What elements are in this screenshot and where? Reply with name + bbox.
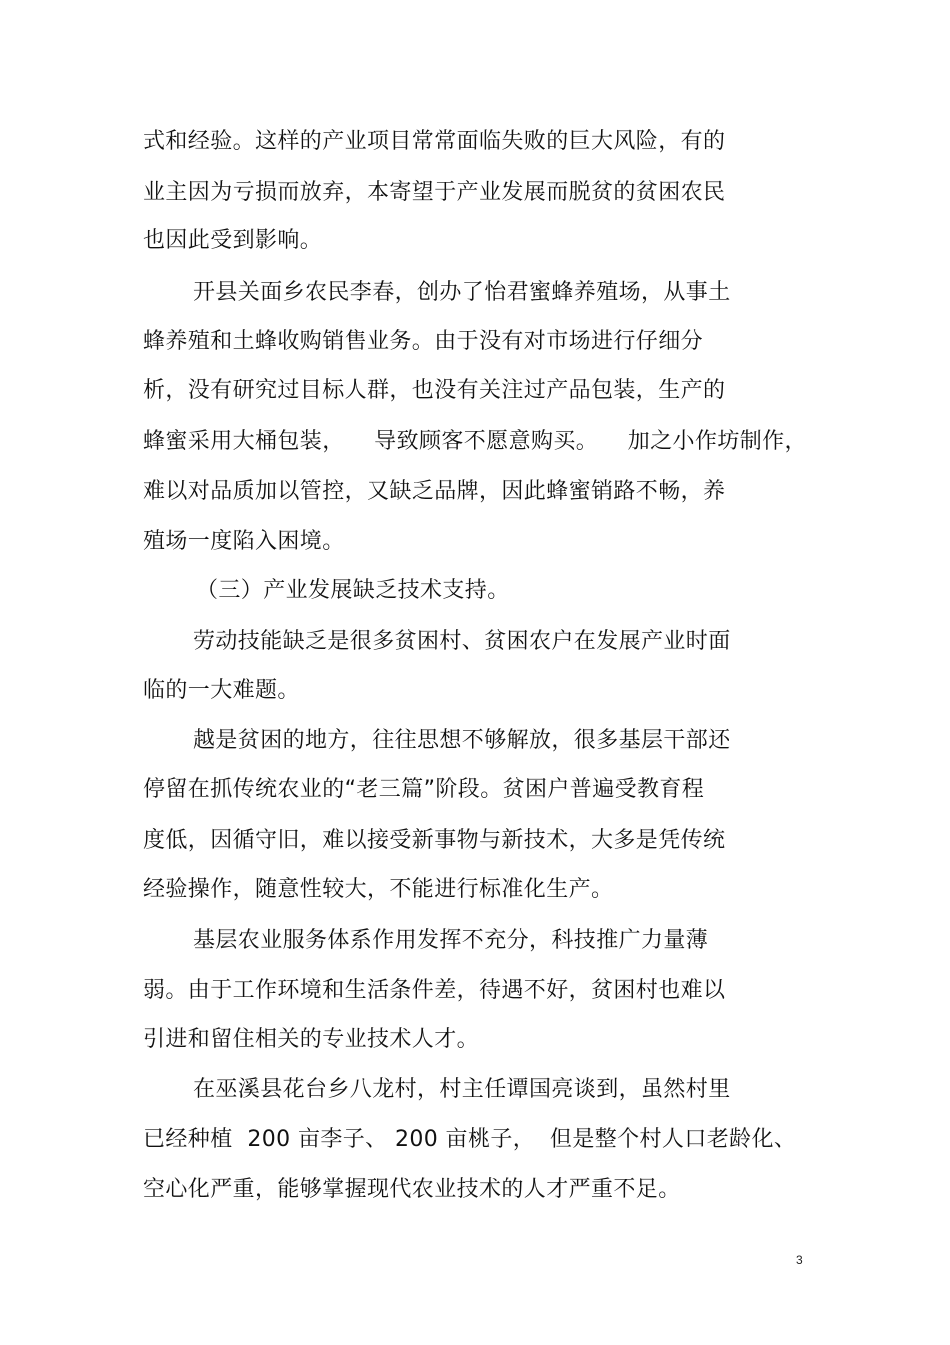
text-line: 空心化严重，能够掌握现代农业技术的人才严重不足。 — [143, 1177, 681, 1202]
paragraph-first-line: 劳动技能缺乏是很多贫困村、贫困农户在发展产业时面 — [193, 629, 731, 654]
text-line: 殖场一度陷入困境。 — [143, 529, 345, 554]
text-line: 也因此受到影响。 — [143, 228, 323, 253]
paragraph-first-line: 越是贫困的地方，往往思想不够解放，很多基层干部还 — [193, 728, 731, 753]
text-line: 蜂养殖和土蜂收购销售业务。由于没有对市场进行仔细分 — [143, 329, 704, 354]
page-number: 3 — [796, 1253, 803, 1267]
text-line: 度低，因循守旧，难以接受新事物与新技术，大多是凭传统 — [143, 828, 726, 853]
paragraph-first-line: 基层农业服务体系作用发挥不充分，科技推广力量薄 — [193, 928, 709, 953]
text-line: 停留在抓传统农业的“老三篇”阶段。贫困户普遍受教育程 — [143, 777, 705, 802]
text-line: 弱。由于工作环境和生活条件差，待遇不好，贫困村也难以 — [143, 978, 726, 1003]
text-line: 蜂蜜采用大桶包装， 导致顾客不愿意购买。 加之小作坊制作， — [143, 429, 807, 454]
text-line: 经验操作，随意性较大，不能进行标准化生产。 — [143, 877, 614, 902]
text-line: 临的一大难题。 — [143, 678, 300, 703]
text-line: 引进和留住相关的专业技术人才。 — [143, 1027, 480, 1052]
text-line: 难以对品质加以管控，又缺乏品牌，因此蜂蜜销路不畅，养 — [143, 479, 726, 504]
paragraph-first-line: 开县关面乡农民李春，创办了怡君蜜蜂养殖场，从事土 — [193, 280, 731, 305]
paragraph-first-line: 在巫溪县花台乡八龙村，村主任谭国亮谈到，虽然村里 — [193, 1077, 731, 1102]
text-line: 已经种植 200 亩李子、 200 亩桃子， 但是整个村人口老龄化、 — [143, 1127, 797, 1152]
text-line: 业主因为亏损而放弃，本寄望于产业发展而脱贫的贫困农民 — [143, 180, 726, 205]
text-line: 析，没有研究过目标人群，也没有关注过产品包装，生产的 — [143, 378, 726, 403]
text-line: 式和经验。这样的产业项目常常面临失败的巨大风险，有的 — [143, 129, 726, 154]
section-heading: （三）产业发展缺乏技术支持。 — [196, 578, 510, 603]
